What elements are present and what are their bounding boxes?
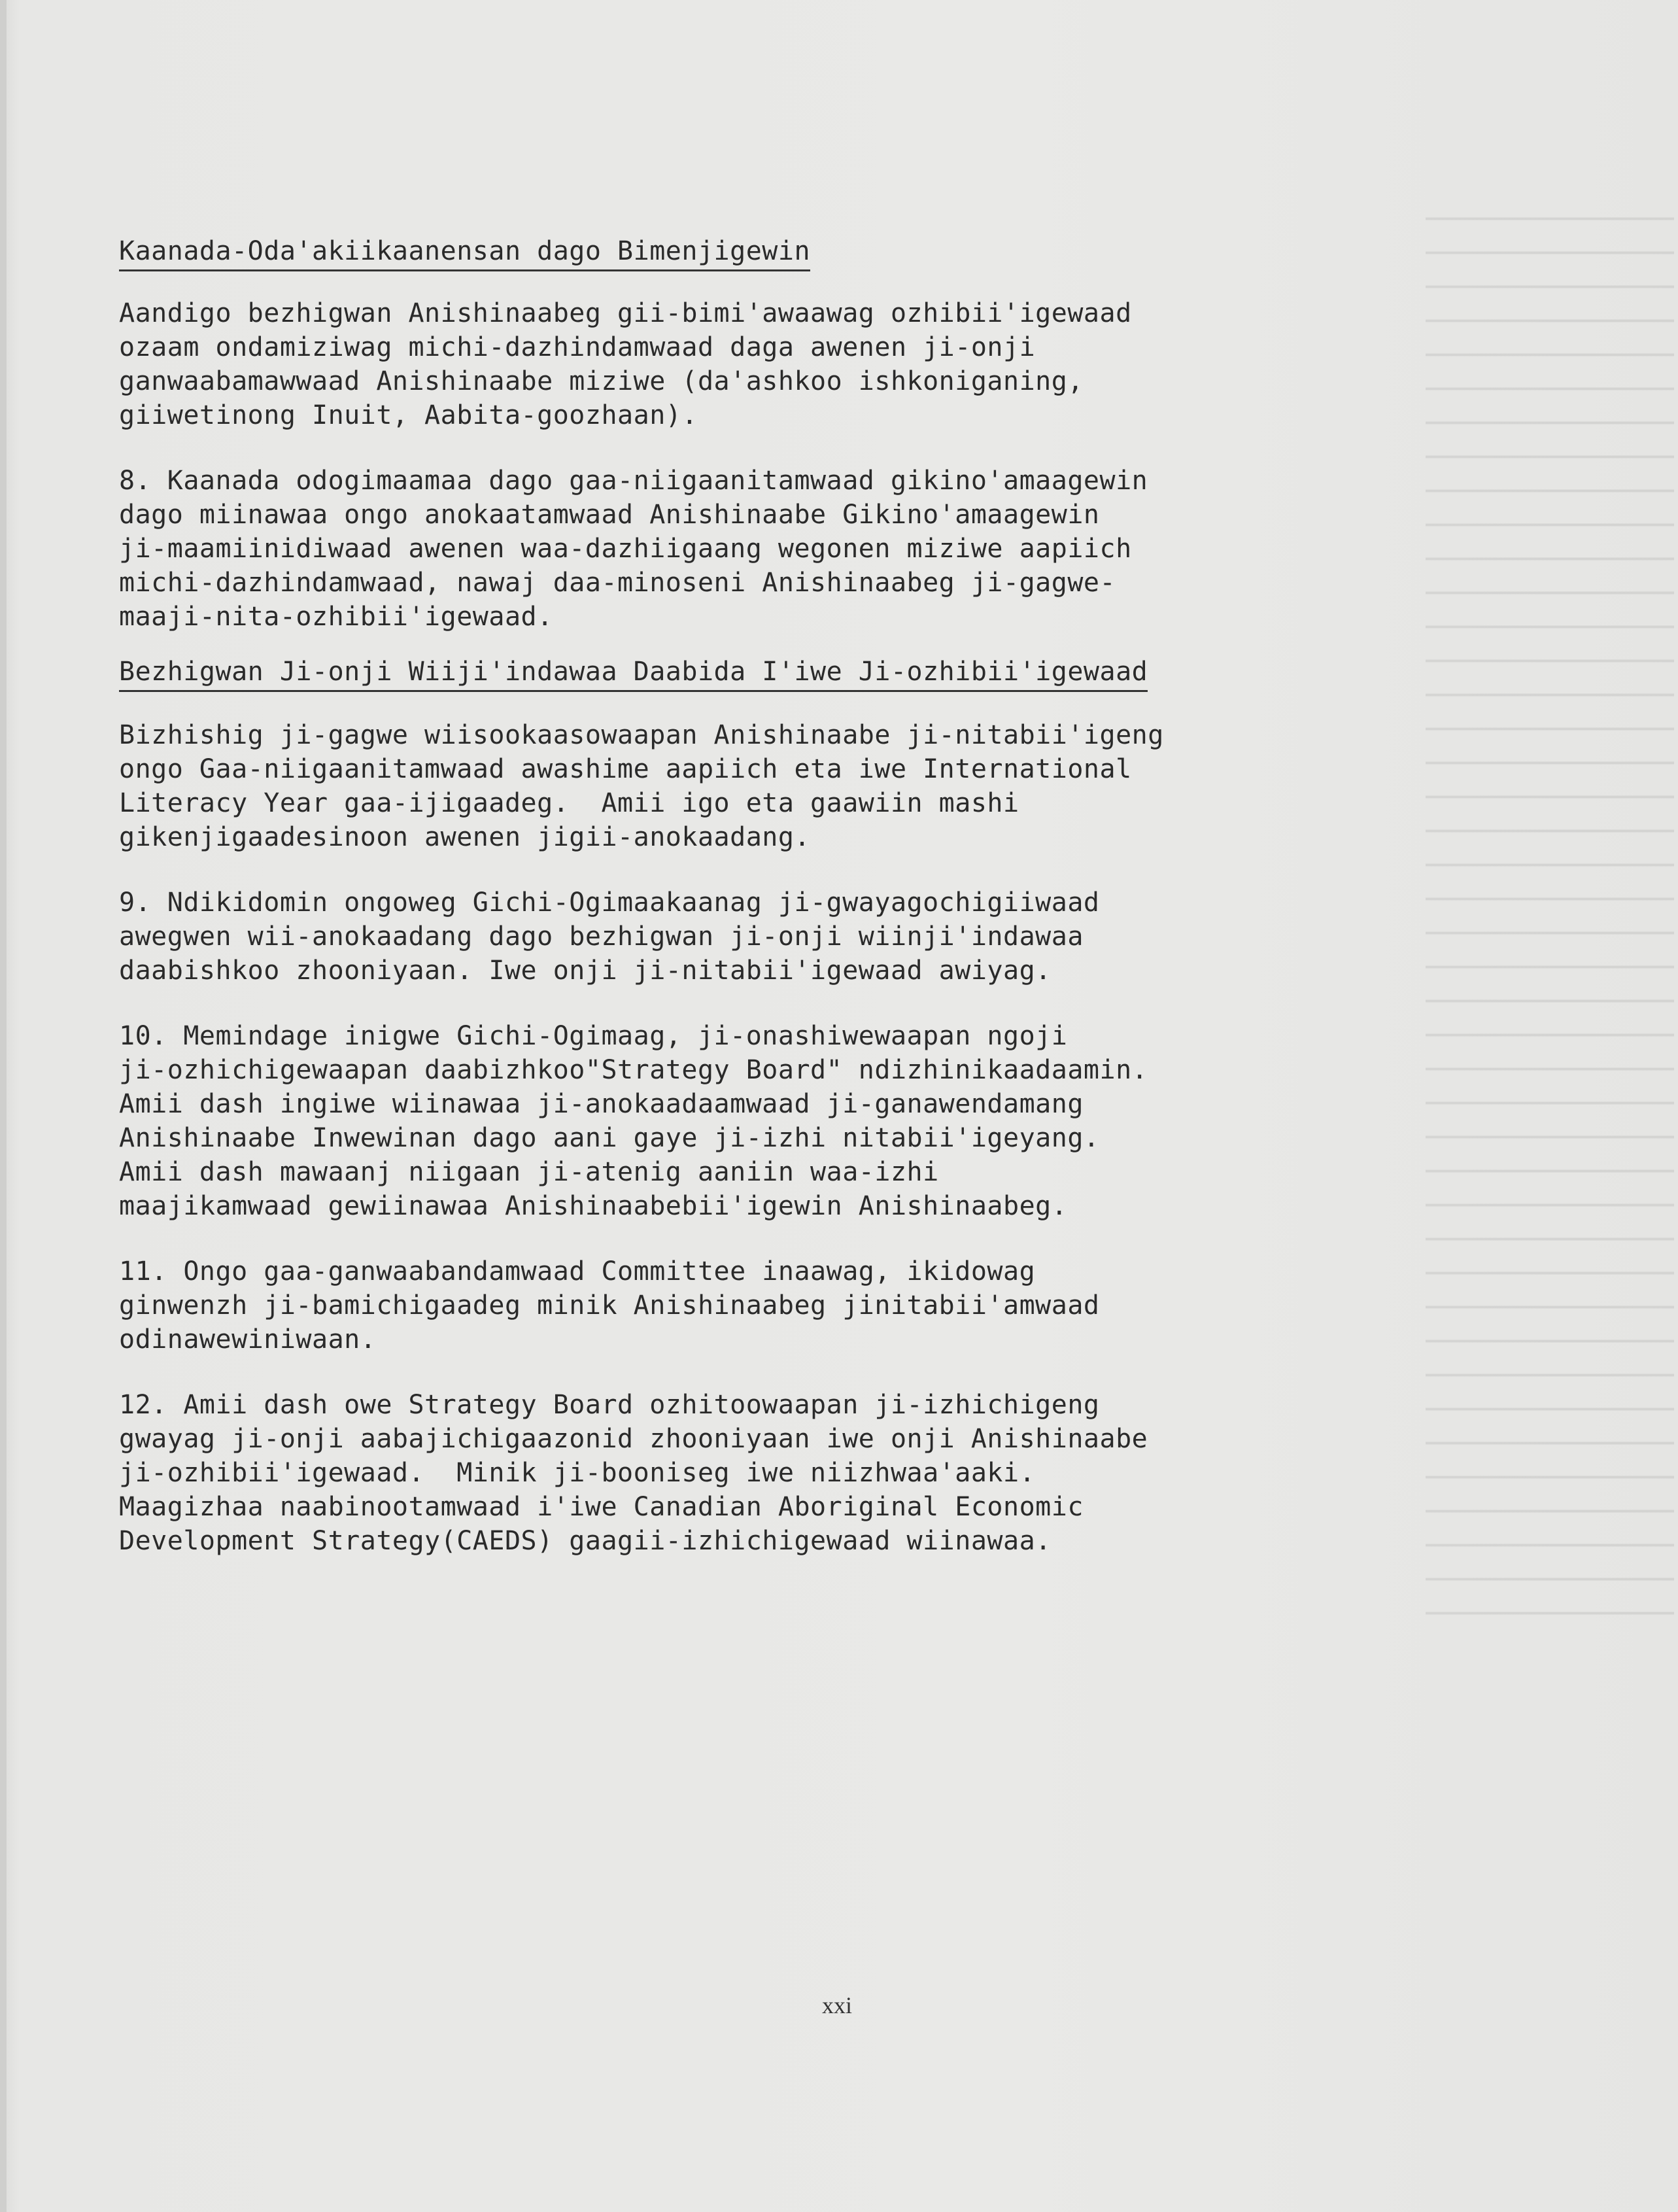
literacy-year-paragraph [119,718,1440,854]
intro-paragraph [119,296,1440,432]
text-line: ji-ozhichigewaapan daabizhkoo"Strategy Board" ndizhinikaadaamin. [119,1055,1148,1085]
text-line: 10. Memindage inigwe Gichi-Ogimaag, ji-onashiwewaapan ngoji [119,1021,1068,1051]
text-line: Literacy Year gaa-ijigaadeg. Amii igo eta gaawiin mashi [119,788,1019,818]
text-line: 9. Ndikidomin ongoweg Gichi-Ogimaakaanag ji-gwayagochigiiwaad [119,888,1100,918]
paragraph-9 [119,886,1440,988]
text-line: ganwaabamawwaad Anishinaabe miziwe (da'ashkoo ishkoniganing, [119,366,1084,396]
text-line: Aandigo bezhigwan Anishinaabeg gii-bimi'awaawag ozhibii'igewaad [119,298,1132,328]
text-line: Amii dash ingiwe wiinawaa ji-anokaadaamwaad ji-ganawendamang [119,1089,1084,1119]
text-line: gikenjigaadesinoon awenen jigii-anokaadang. [119,822,811,852]
text-line: 12. Amii dash owe Strategy Board ozhitoowaapan ji-izhichigeng [119,1390,1100,1420]
paragraph-10 [119,1019,1440,1223]
text-line: Bizhishig ji-gagwe wiisookaasowaapan Anishinaabe ji-nitabii'igeng [119,720,1164,750]
text-line: Maagizhaa naabinootamwaad i'iwe Canadian Aboriginal Economic [119,1492,1084,1522]
bleed-through-text [1426,196,1674,1635]
section-heading-1: Kaanada-Oda'akiikaanensan dago Bimenjigewin [119,234,810,271]
page-number: xxi [821,1992,852,2018]
text-line: ongo Gaa-niigaanitamwaad awashime aapiich eta iwe International [119,754,1132,784]
text-line: Amii dash mawaanj niigaan ji-atenig aaniin waa-izhi [119,1157,939,1187]
text-line: 11. Ongo gaa-ganwaabandamwaad Committee inaawag, ikidowag [119,1256,1036,1287]
text-line: daabishkoo zhooniyaan. Iwe onji ji-nitabii'igewaad awiyag. [119,956,1052,986]
text-line: gwayag ji-onji aabajichigaazonid zhooniyaan iwe onji Anishinaabe [119,1424,1148,1454]
text-line: ginwenzh ji-bamichigaadeg minik Anishinaabeg jinitabii'amwaad [119,1290,1100,1321]
text-line: dago miinawaa ongo anokaatamwaad Anishinaabe Gikino'amaagewin [119,500,1100,530]
text-line: ji-ozhibii'igewaad. Minik ji-booniseg iwe niizhwaa'aaki. [119,1458,1036,1488]
text-line: odinawewiniwaan. [119,1324,377,1355]
text-line: Development Strategy(CAEDS) gaagii-izhichigewaad wiinawaa. [119,1526,1052,1556]
text-line: Anishinaabe Inwewinan dago aani gaye ji-izhi nitabii'igeyang. [119,1123,1100,1153]
document-body [119,234,1440,1558]
text-line: ji-maamiinidiwaad awenen waa-dazhiigaang wegonen miziwe aapiich [119,534,1132,564]
paragraph-8 [119,464,1440,634]
paragraph-12 [119,1388,1440,1558]
section-heading-2: Bezhigwan Ji-onji Wiiji'indawaa Daabida I'iwe Ji-ozhibii'igewaad [119,655,1148,692]
text-line: giiwetinong Inuit, Aabita-goozhaan). [119,400,698,430]
text-line: michi-dazhindamwaad, nawaj daa-minoseni Anishinaabeg ji-gagwe- [119,568,1116,598]
paragraph-11 [119,1254,1440,1357]
text-line: awegwen wii-anokaadang dago bezhigwan ji-onji wiinji'indawaa [119,922,1084,952]
text-line: ozaam ondamiziwag michi-dazhindamwaad daga awenen ji-onji [119,332,1036,362]
page-left-edge [0,0,7,2212]
text-line: maajikamwaad gewiinawaa Anishinaabebii'igewin Anishinaabeg. [119,1191,1068,1221]
text-line: maaji-nita-ozhibii'igewaad. [119,602,553,632]
text-line: 8. Kaanada odogimaamaa dago gaa-niigaanitamwaad gikino'amaagewin [119,466,1148,496]
